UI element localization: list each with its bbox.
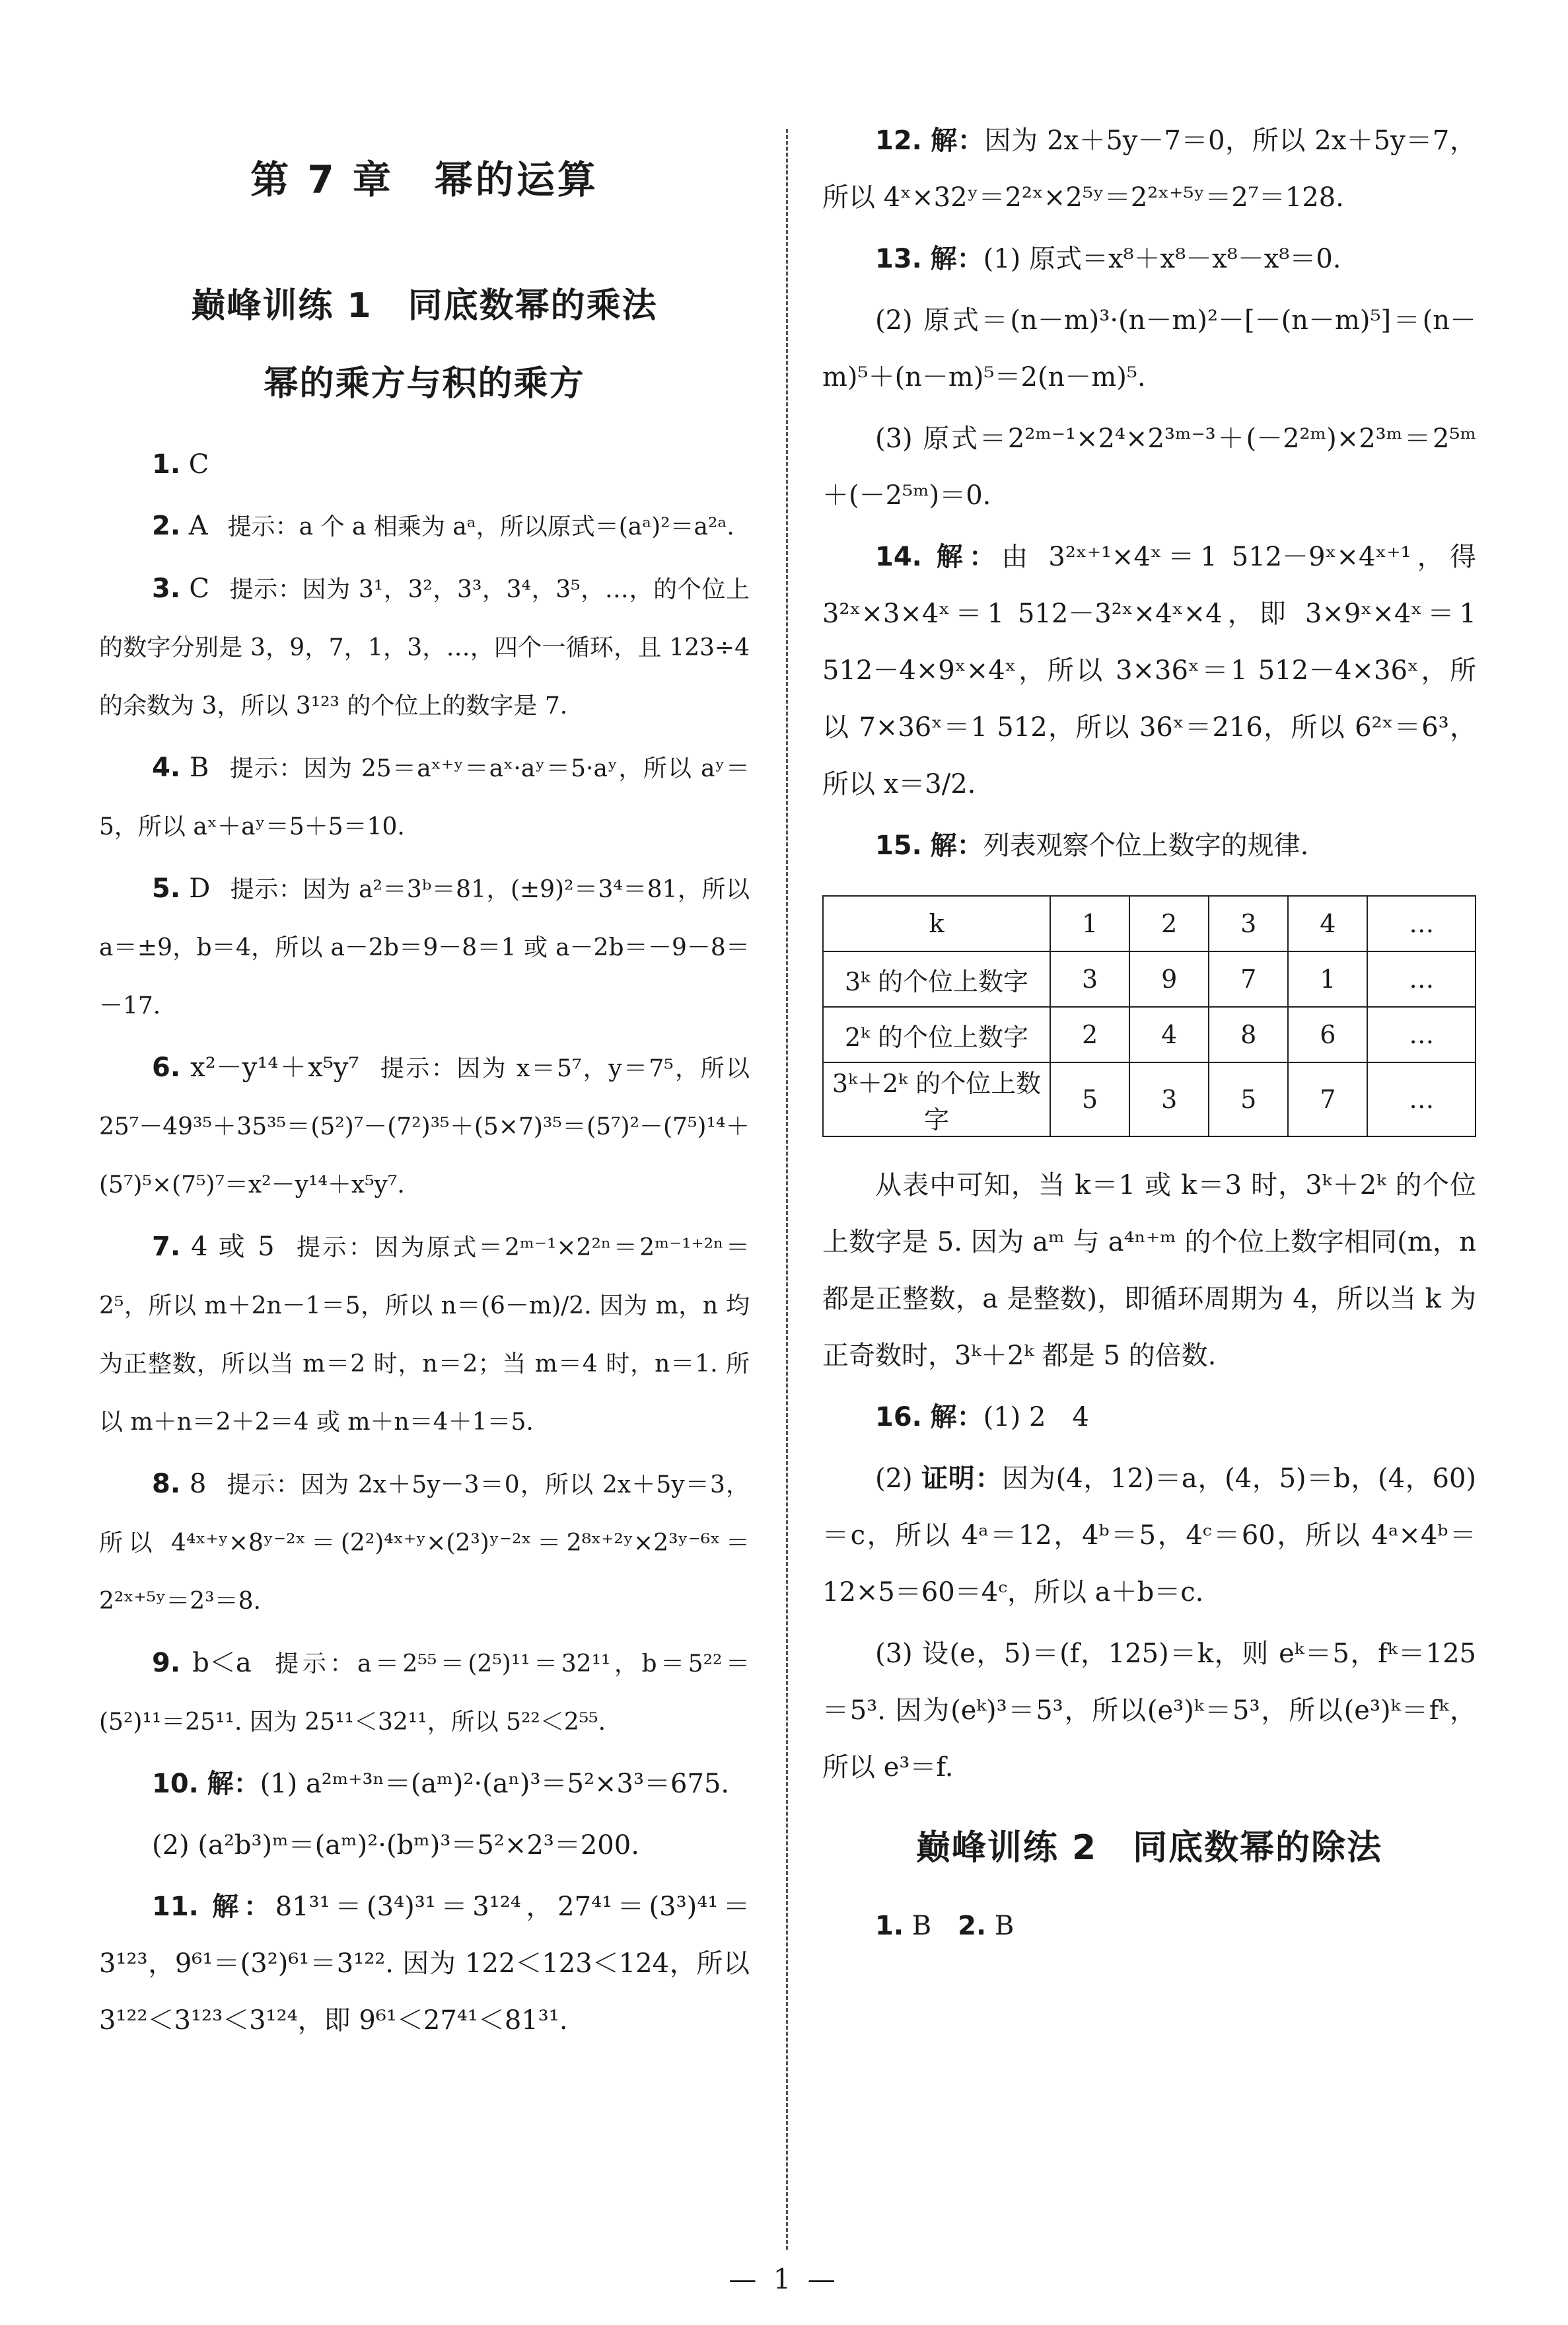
answer-12: 12. 解：因为 2x＋5y－7＝0，所以 2x＋5y＝7，所以 4ˣ×32ʸ＝2²ˣ×2⁵ʸ＝2²ˣ⁺⁵ʸ＝2⁷＝128.: [822, 126, 1477, 213]
table-cell: 5: [1209, 1062, 1288, 1136]
table-row: [823, 1007, 1476, 1062]
answer-10-part2: (2) (a²b³)ᵐ＝(aᵐ)²·(bᵐ)³＝5²×2³＝200.: [152, 1830, 639, 1861]
answer-9: 9. b＜a 提示：a＝2⁵⁵＝(2⁵)¹¹＝32¹¹，b＝5²²＝(5²)¹¹＝25¹¹. 因为 25¹¹＜32¹¹，所以 5²²＜2⁵⁵.: [99, 1648, 750, 1736]
answer-16-part2: (2) 证明：因为(4，12)＝a，(4，5)＝b，(4，60)＝c，所以 4ᵃ＝12，4ᵇ＝5，4ᶜ＝60，所以 4ᵃ×4ᵇ＝12×5＝60＝4ᶜ，所以 a＋b＝c.: [822, 1463, 1477, 1607]
section2-answers: 1. B 2. B: [875, 1911, 1015, 1941]
section-title-line1: 巅峰训练 1 同底数幂的乘法: [191, 286, 658, 326]
table-cell: 5: [1050, 1062, 1129, 1136]
table-cell: 7: [1288, 1062, 1367, 1136]
answer-14: 14. 解：由 3²ˣ⁺¹×4ˣ＝1 512－9ˣ×4ˣ⁺¹，得 3²ˣ×3×4ˣ＝1 512－3²ˣ×4ˣ×4，即 3×9ˣ×4ˣ＝1 512－4×9ˣ×4ˣ，所以 3×36ˣ＝1 512－4×36ˣ，所以 7×36ˣ＝1 512，所以 36ˣ＝216，所以 6²ˣ＝6³，所以 x＝3/2.: [822, 542, 1477, 799]
table-header-cell: 3: [1209, 896, 1288, 951]
table-cell: …: [1367, 951, 1476, 1007]
answer-6: 6. x²－y¹⁴＋x⁵y⁷ 提示：因为 x＝5⁷，y＝7⁵，所以 25⁷－49³⁵＋35³⁵＝(5²)⁷－(7²)³⁵＋(5×7)³⁵＝(5⁷)²－(7⁵)¹⁴＋(5⁷)⁵×(7⁵)⁷＝x²－y¹⁴＋x⁵y⁷.: [99, 1052, 750, 1199]
answer-16: 16. 解：(1) 2 4: [875, 1402, 1089, 1432]
answer-3: 3. C 提示：因为 3¹，3²，3³，3⁴，3⁵，…，的个位上的数字分别是 3，9，7，1，3，…，四个一循环，且 123÷4 的余数为 3，所以 3¹²³ 的个位上的数字是 7.: [99, 573, 750, 720]
answer-13: 13. 解：(1) 原式＝x⁸＋x⁸－x⁸－x⁸＝0.: [875, 244, 1341, 274]
left-answer-list: [99, 436, 750, 1751]
table-cell: 3ᵏ 的个位上数字: [823, 951, 1050, 1007]
answer-4: 4. B 提示：因为 25＝aˣ⁺ʸ＝aˣ·aʸ＝5·aʸ，所以 aʸ＝5，所以 aˣ＋aʸ＝5＋5＝10.: [99, 753, 750, 840]
table-header-cell: 2: [1129, 896, 1209, 951]
answer-15: 15. 解：列表观察个位上数字的规律.: [875, 830, 1309, 861]
table-cell: 2: [1050, 1007, 1129, 1062]
table-cell: 1: [1288, 951, 1367, 1007]
table-cell: …: [1367, 1062, 1476, 1136]
answer-5: 5. D 提示：因为 a²＝3ᵇ＝81，(±9)²＝3⁴＝81，所以 a＝±9，b＝4，所以 a－2b＝9－8＝1 或 a－2b＝－9－8＝－17.: [99, 873, 750, 1019]
answer-15-conclusion: 从表中可知，当 k＝1 或 k＝3 时，3ᵏ＋2ᵏ 的个位上数字是 5. 因为 aᵐ 与 a⁴ⁿ⁺ᵐ 的个位上数字相同(m，n 都是正整数，a 是整数)，即循环周期为 4，所以当 k 为正奇数时，3ᵏ＋2ᵏ 都是 5 的倍数.: [822, 1170, 1476, 1371]
table-header-cell: 1: [1050, 896, 1129, 951]
table-header-cell: 4: [1288, 896, 1367, 951]
answer-2: 2. A 提示：a 个 a 相乘为 aᵃ，所以原式＝(aᵃ)²＝a²ᵃ.: [152, 511, 734, 541]
column-divider: [786, 129, 788, 2250]
answer-16-part3: (3) 设(e，5)＝(f，125)＝k，则 eᵏ＝5，fᵏ＝125＝5³. 因为(eᵏ)³＝5³，所以(e³)ᵏ＝5³，所以(e³)ᵏ＝fᵏ，所以 e³＝f.: [822, 1639, 1476, 1783]
table-cell: 2ᵏ 的个位上数字: [823, 1007, 1050, 1062]
table-cell: 3: [1129, 1062, 1209, 1136]
answer-7: 7. 4 或 5 提示：因为原式＝2ᵐ⁻¹×2²ⁿ＝2ᵐ⁻¹⁺²ⁿ＝2⁵，所以 m＋2n－1＝5，所以 n＝(6－m)/2. 因为 m，n 均为正整数，所以当 m＝2 时，n＝2；当 m＝4 时，n＝1. 所以 m＋n＝2＋2＝4 或 m＋n＝4＋1＝5.: [99, 1232, 750, 1436]
table-cell: 4: [1129, 1007, 1209, 1062]
table-cell: 9: [1129, 951, 1209, 1007]
answer-8: 8. 8 提示：因为 2x＋5y－3＝0，所以 2x＋5y＝3，所以 4⁴ˣ⁺ʸ×8ʸ⁻²ˣ＝(2²)⁴ˣ⁺ʸ×(2³)ʸ⁻²ˣ＝2⁸ˣ⁺²ʸ×2³ʸ⁻⁶ˣ＝2²ˣ⁺⁵ʸ＝2³＝8.: [99, 1469, 750, 1615]
table-cell: 8: [1209, 1007, 1288, 1062]
table-row: [823, 951, 1476, 1007]
chapter-title: 第 7 章 幂的运算: [250, 157, 598, 202]
table-header-cell: …: [1367, 896, 1476, 951]
table-cell: 3ᵏ＋2ᵏ 的个位上数字: [823, 1062, 1050, 1136]
table-body: [823, 951, 1476, 1136]
table-row: [823, 1062, 1476, 1136]
table-header-row: [823, 896, 1476, 951]
answer-13-part2: (2) 原式＝(n－m)³·(n－m)²－[－(n－m)⁵]＝(n－m)⁵＋(n－m)⁵＝2(n－m)⁵.: [822, 305, 1476, 392]
units-digit-table: [822, 895, 1476, 1137]
table-header-cell: k: [823, 896, 1050, 951]
page-number: — 1 —: [729, 2263, 839, 2295]
answer-13-part3: (3) 原式＝2²ᵐ⁻¹×2⁴×2³ᵐ⁻³＋(－2²ᵐ)×2³ᵐ＝2⁵ᵐ＋(－2⁵ᵐ)＝0.: [822, 424, 1476, 511]
answer-1: 1. C: [152, 449, 209, 480]
table-cell: 6: [1288, 1007, 1367, 1062]
right-column: [822, 112, 1476, 1959]
table-cell: …: [1367, 1007, 1476, 1062]
table-cell: 3: [1050, 951, 1129, 1007]
section2-title: 巅峰训练 2 同底数幂的除法: [915, 1828, 1383, 1868]
table-cell: 7: [1209, 951, 1288, 1007]
section-title-line2: 幂的乘方与积的乘方: [264, 364, 585, 404]
left-column: [99, 112, 750, 2053]
answer-10: 10. 解：(1) a²ᵐ⁺³ⁿ＝(aᵐ)²·(aⁿ)³＝5²×3³＝675.: [152, 1769, 730, 1799]
answer-11: 11. 解：81³¹＝(3⁴)³¹＝3¹²⁴，27⁴¹＝(3³)⁴¹＝3¹²³，9⁶¹＝(3²)⁶¹＝3¹²². 因为 122＜123＜124，所以 3¹²²＜3¹²³＜3¹²⁴，即 9⁶¹＜27⁴¹＜81³¹.: [99, 1892, 750, 2036]
